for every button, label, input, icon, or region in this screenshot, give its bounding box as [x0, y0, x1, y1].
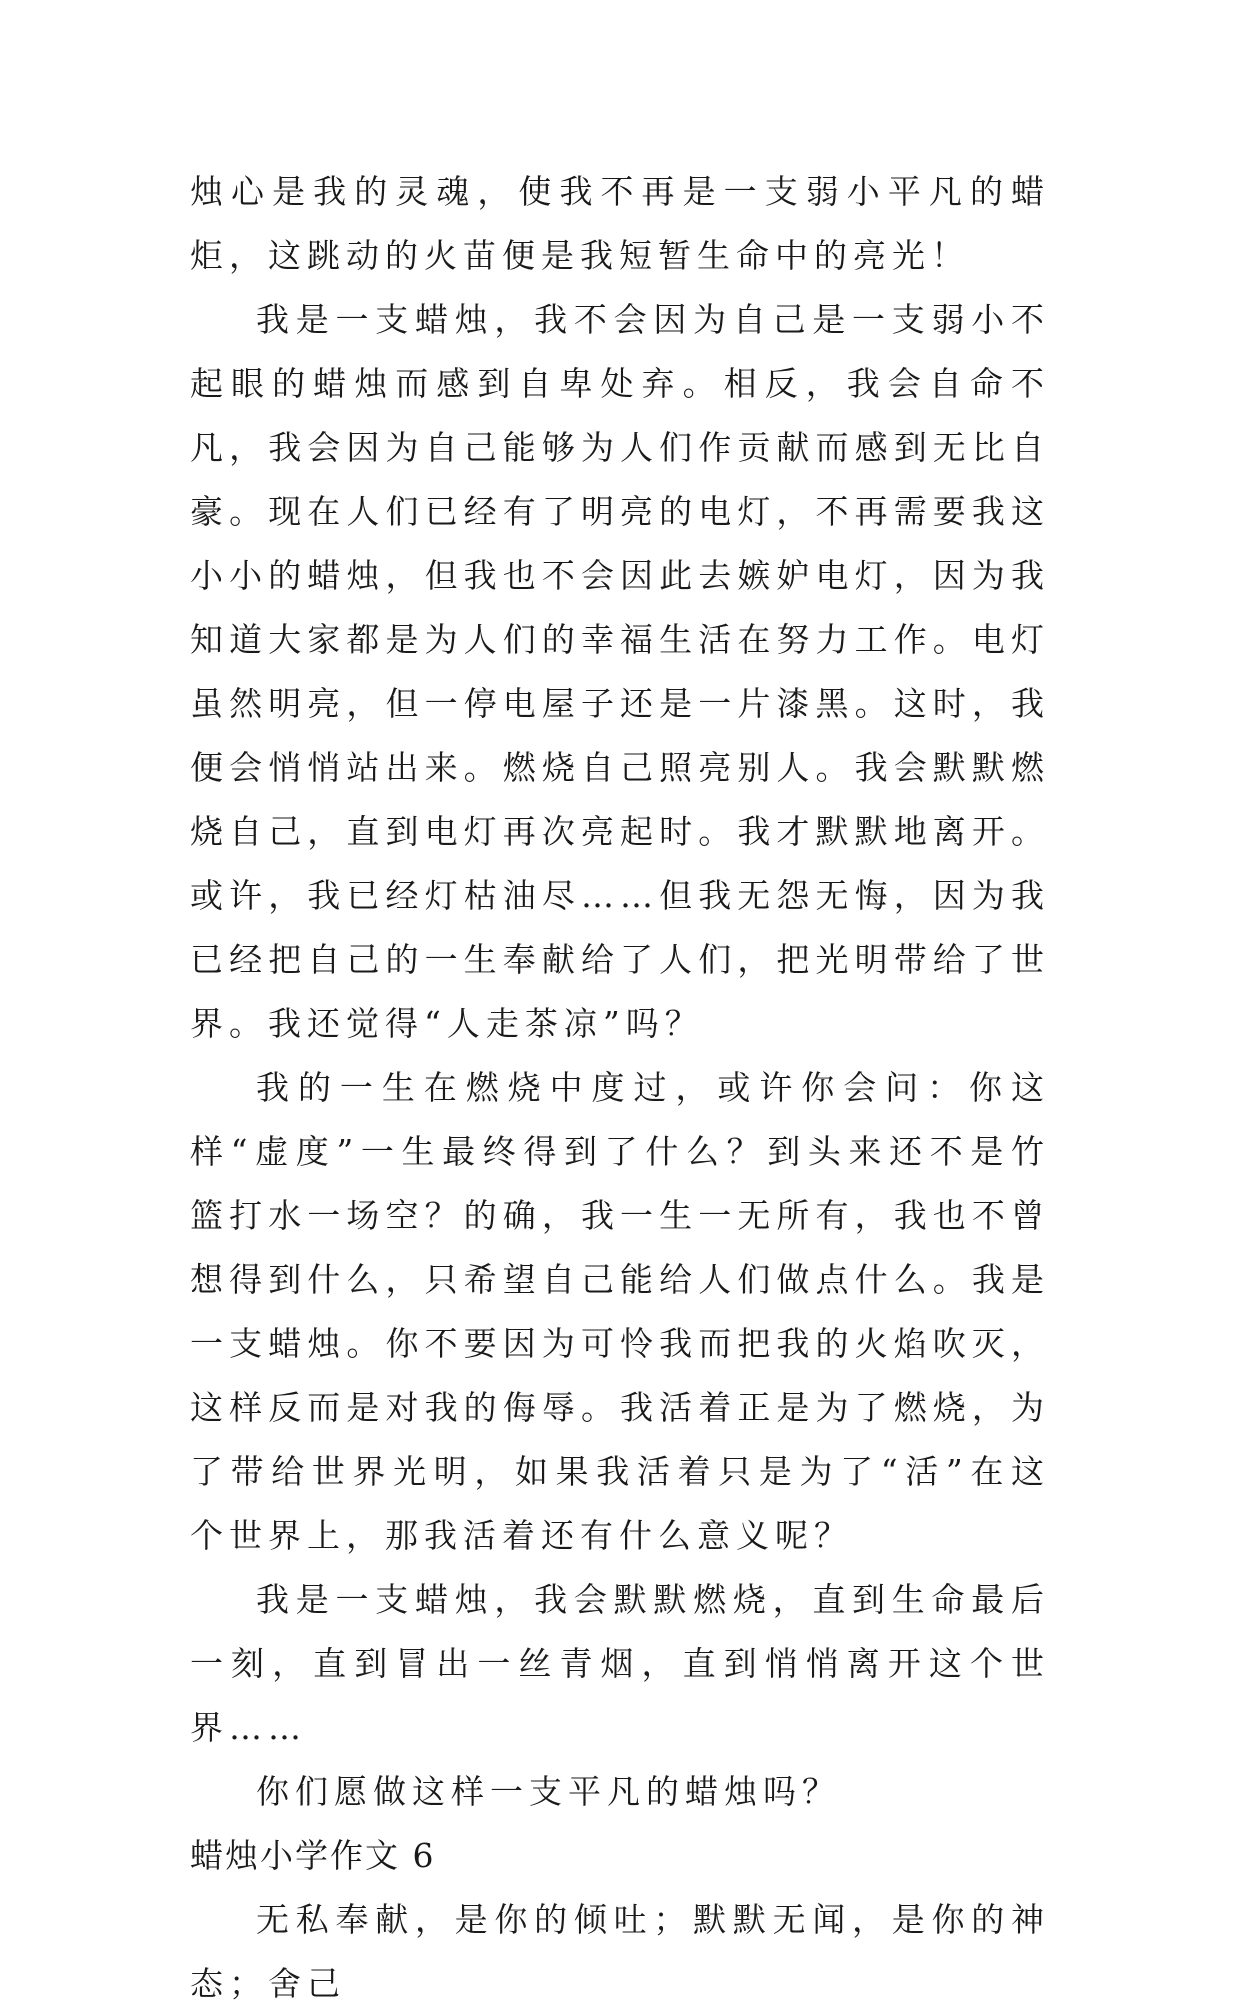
paragraph-5: 你们愿做这样一支平凡的蜡烛吗？ [256, 1772, 841, 1811]
paragraph-6: 无私奉献，是你的倾吐；默默无闻，是你的神态；舍己 [190, 1900, 1050, 2003]
essay-body [190, 160, 1050, 2016]
paragraph-1: 烛心是我的灵魂，使我不再是一支弱小平凡的蜡炬，这跳动的火苗便是我短暂生命中的亮光！ [190, 172, 1050, 275]
section-heading: 蜡烛小学作文 6 [190, 1836, 436, 1875]
paragraph-3: 我的一生在燃烧中度过，或许你会问：你这样“虚度”一生最终得到了什么？到头来还不是竹篮打水一场空？的确，我一生一无所有，我也不曾想得到什么，只希望自己能给人们做点什么。我是一支蜡烛。你不要因为可怜我而把我的火焰吹灭，这样反而是对我的侮辱。我活着正是为了燃烧，为了带给世界光明，如果我活着只是为了“活”在这个世界上，那我活着还有什么意义呢？ [190, 1068, 1050, 1555]
paragraph-4: 我是一支蜡烛，我会默默燃烧，直到生命最后一刻，直到冒出一丝青烟，直到悄悄离开这个世界…… [190, 1580, 1050, 1747]
paragraph-2: 我是一支蜡烛，我不会因为自己是一支弱小不起眼的蜡烛而感到自卑处弃。相反，我会自命不凡，我会因为自己能够为人们作贡献而感到无比自豪。现在人们已经有了明亮的电灯，不再需要我这小小的蜡烛，但我也不会因此去嫉妒电灯，因为我知道大家都是为人们的幸福生活在努力工作。电灯虽然明亮，但一停电屋子还是一片漆黑。这时，我便会悄悄站出来。燃烧自己照亮别人。我会默默燃烧自己，直到电灯再次亮起时。我才默默地离开。或许，我已经灯枯油尽……但我无怨无悔，因为我已经把自己的一生奉献给了人们，把光明带给了世界。我还觉得“人走茶凉”吗？ [190, 300, 1050, 1043]
